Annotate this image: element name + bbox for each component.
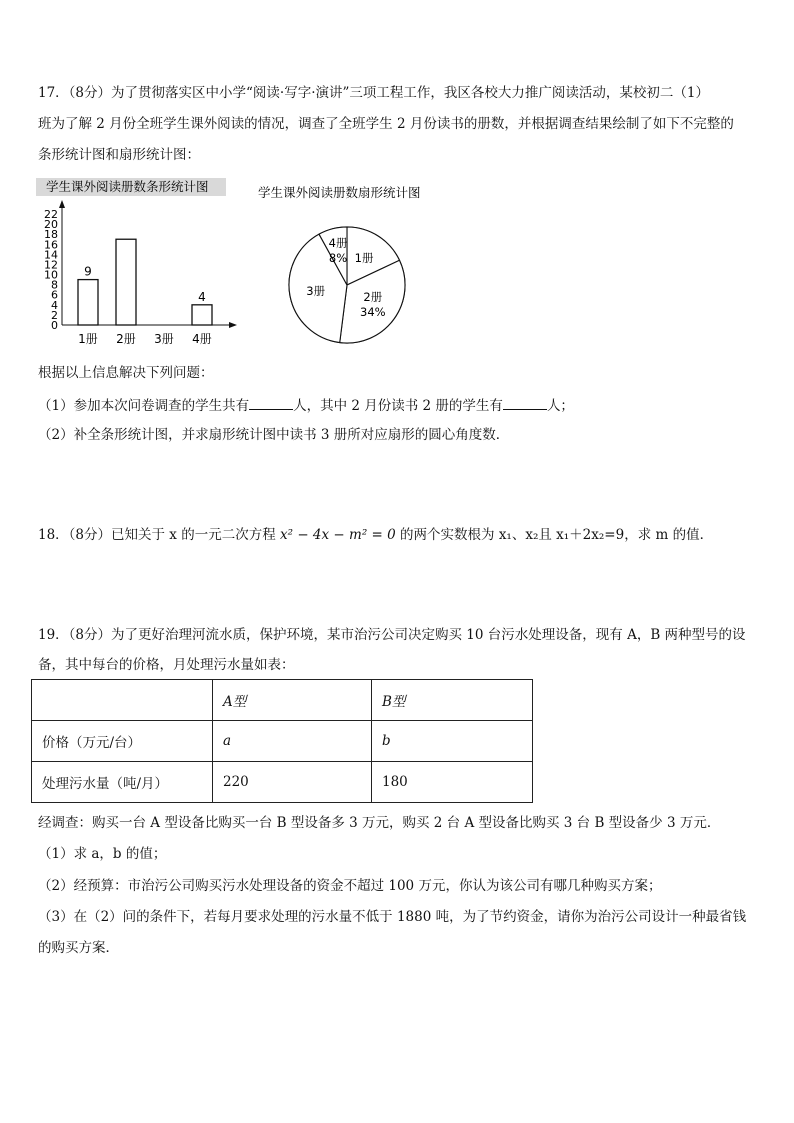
y-tick-label: 22 — [44, 208, 58, 221]
table-row — [32, 721, 533, 762]
pie-slice-label: 3册 — [306, 283, 326, 298]
q17-line-3: 条形统计图和扇形统计图： — [38, 147, 200, 163]
pie-slice-percent: 8% — [328, 251, 348, 266]
q19-part-2: （2）经预算：市治污公司购买污水处理设备的资金不超过 100 万元，你认为该公司有哪几种购买方案； — [38, 878, 662, 894]
bar — [192, 305, 212, 325]
q18-text-a: 18．（8分）已知关于 x 的一元二次方程 — [38, 527, 281, 543]
table-cell: 220 — [213, 762, 372, 803]
y-axis-arrow — [59, 200, 65, 208]
x-axis-arrow — [229, 322, 237, 328]
table-header-cell — [32, 680, 213, 721]
bar-data-label: 9 — [84, 264, 92, 279]
y-tick-label: 8 — [51, 278, 58, 292]
x-tick-label: 3册 — [154, 332, 174, 346]
table-row — [32, 762, 533, 803]
table-cell: 价格（万元/台） — [32, 721, 213, 762]
q19-part-1: （1）求 a，b 的值； — [38, 846, 167, 862]
q18-line — [38, 526, 713, 544]
y-tick-label: 18 — [44, 228, 58, 242]
table-cell: 180 — [372, 762, 533, 803]
table-cell: a — [213, 721, 372, 762]
y-tick-label: 20 — [44, 218, 58, 232]
y-tick-label: 0 — [51, 319, 58, 332]
q19-line-2: 备，其中每台的价格，月处理污水量如表： — [38, 657, 295, 673]
q17-part-1-a: （1）参加本次问卷调查的学生共有 — [38, 398, 250, 414]
q17-line-2: 班为了解 2 月份全班学生课外阅读的情况，调查了全班学生 2 月份读书的册数，并根据调查结果绘制了如下不完整的 — [38, 116, 734, 132]
q17-part-1-b: 人，其中 2 月份读书 2 册的学生有 — [293, 398, 503, 414]
q19-part-3-line-2: 的购买方案． — [38, 940, 119, 956]
q17-part-2: （2）补全条形统计图，并求扇形统计图中读书 3 册所对应扇形的圆心角度数． — [38, 427, 510, 443]
equipment-table — [31, 679, 533, 803]
bar-chart — [36, 176, 251, 348]
q17-part-1 — [38, 396, 574, 415]
y-tick-label: 4 — [51, 298, 58, 312]
q17-line-1: 17．（8分）为了贯彻落实区中小学“阅读·写字·演讲”三项工程工作，我区各校大力推广阅读活动，某校初二（1） — [38, 85, 709, 101]
y-tick-label: 6 — [51, 288, 58, 302]
y-tick-label: 16 — [44, 238, 58, 252]
bar-data-label: 4 — [198, 289, 206, 304]
q18-equation: x² − 4x − m² = 0 — [280, 527, 396, 543]
q19-line-1: 19．（8分）为了更好治理河流水质，保护环境，某市治污公司决定购买 10 台污水处理设备，现有 A，B 两种型号的设 — [38, 627, 746, 643]
y-tick-label: 12 — [44, 258, 58, 272]
pie-slice-label: 1册 — [354, 251, 374, 266]
q17-part-1-c: 人； — [546, 398, 574, 414]
table-cell: b — [372, 721, 533, 762]
bar — [116, 239, 136, 325]
answer-blank-2[interactable] — [503, 396, 547, 410]
pie-slice-label: 2册 — [363, 289, 383, 304]
bar-chart-title: 学生课外阅读册数条形统计图 — [46, 179, 209, 194]
q18-text-b: 的两个实数根为 x₁、x₂且 x₁＋2x₂=9，求 m 的值． — [395, 527, 714, 543]
x-tick-label: 1册 — [78, 332, 98, 346]
answer-blank-1[interactable] — [249, 396, 293, 410]
q17-after-charts: 根据以上信息解决下列问题： — [38, 365, 214, 381]
q19-part-3-line-1: （3）在（2）问的条件下，若每月要求处理的污水量不低于 1880 吨，为了节约资金，请你为治污公司设计一种最省钱 — [38, 909, 747, 925]
table-header-row — [32, 680, 533, 721]
x-tick-label: 4册 — [192, 332, 212, 346]
q19-survey: 经调查：购买一台 A 型设备比购买一台 B 型设备多 3 万元，购买 2 台 A 型设备比购买 3 台 B 型设备少 3 万元． — [38, 815, 721, 831]
table-header-cell: B型 — [372, 680, 533, 721]
pie-slice-percent: 34% — [360, 304, 386, 319]
table-header-cell: A型 — [213, 680, 372, 721]
bar — [78, 280, 98, 325]
pie-chart — [250, 180, 440, 350]
y-tick-label: 14 — [44, 248, 58, 262]
x-tick-label: 2册 — [116, 332, 136, 346]
pie-chart-title: 学生课外阅读册数扇形统计图 — [258, 185, 421, 200]
pie-slice-label: 4册 — [328, 236, 348, 251]
table-cell: 处理污水量（吨/月） — [32, 762, 213, 803]
y-tick-label: 10 — [44, 268, 58, 282]
y-tick-label: 2 — [51, 308, 58, 322]
